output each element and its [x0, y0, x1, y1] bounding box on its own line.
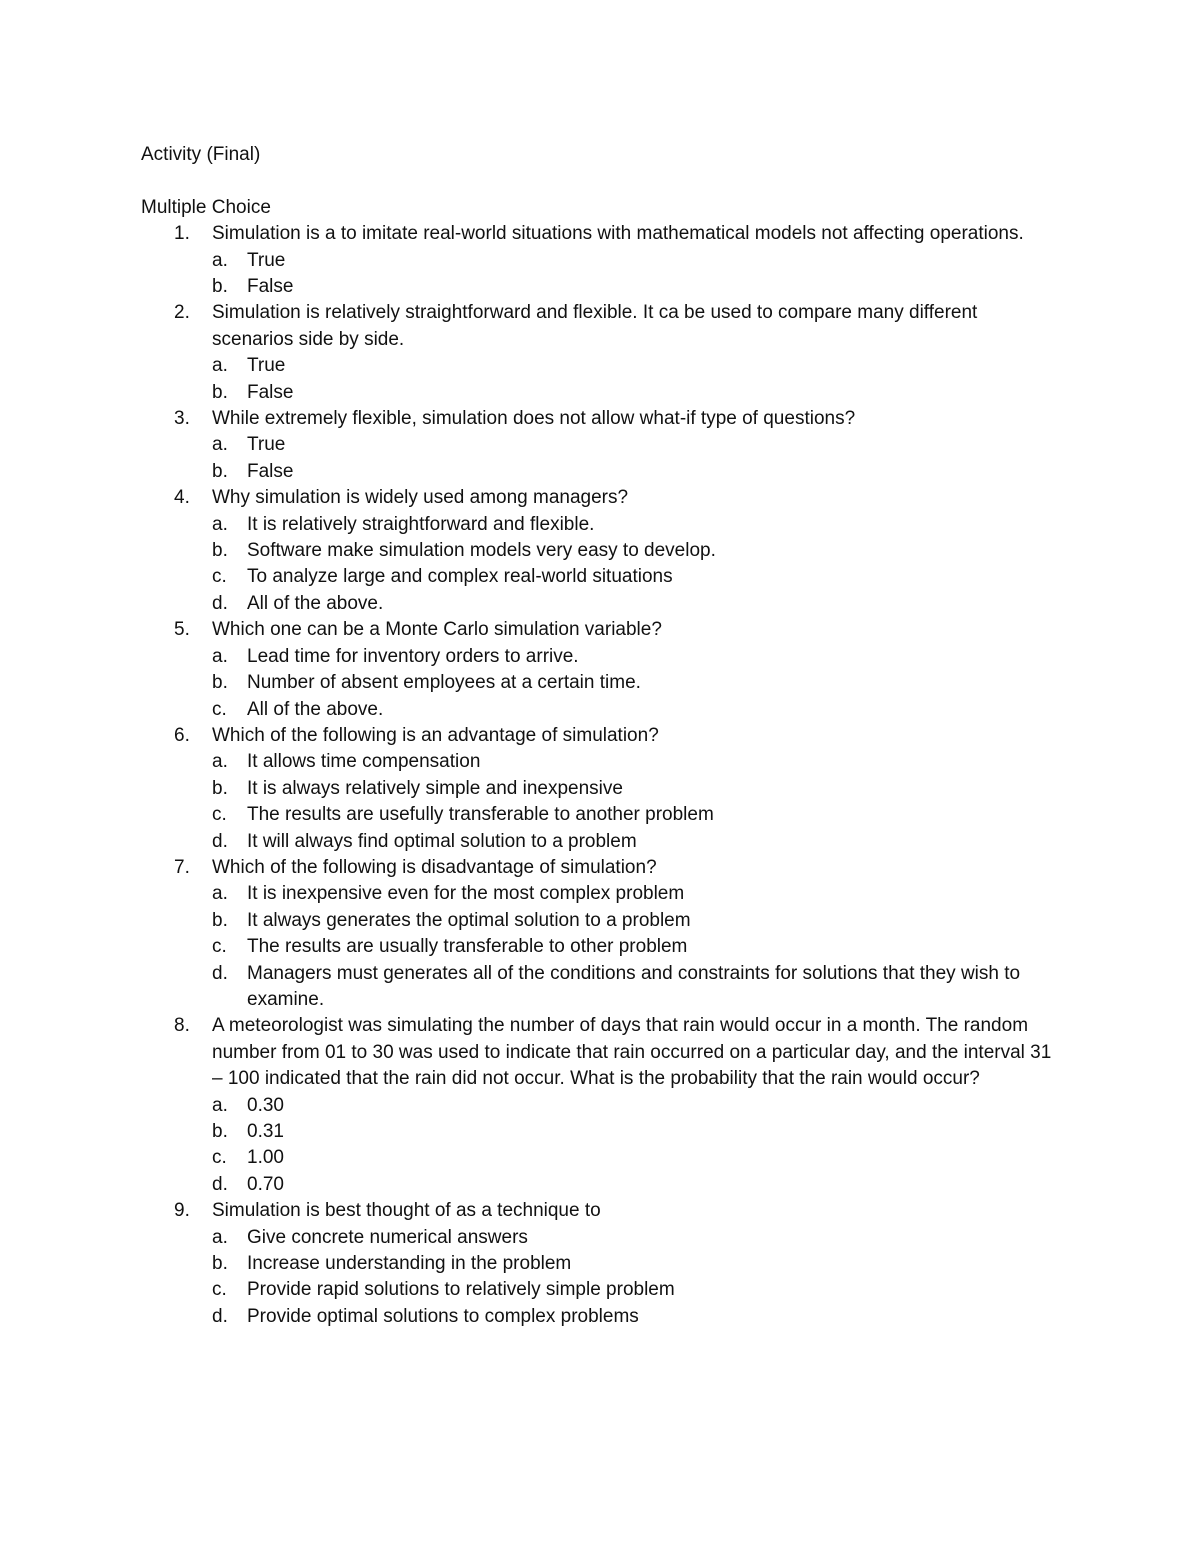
- question-number: 3.: [174, 408, 190, 430]
- option-text: It is relatively straightforward and flexible.: [247, 513, 595, 535]
- option-list: [212, 353, 1061, 406]
- question-item: [141, 617, 1061, 723]
- question-text: Which one can be a Monte Carlo simulation variable?: [212, 619, 662, 641]
- question-text: Simulation is relatively straightforward and flexible. It ca be used to compare many different scenarios side by side.: [212, 302, 978, 350]
- option-text: 0.70: [247, 1173, 284, 1195]
- question-number: 7.: [174, 856, 190, 878]
- question-item: [141, 855, 1061, 1013]
- option-item: [212, 1304, 1061, 1330]
- option-letter: a.: [212, 883, 228, 905]
- blank-line: [141, 168, 1061, 194]
- option-list: [212, 432, 1061, 485]
- option-item: [212, 353, 1061, 379]
- option-item: [212, 670, 1061, 696]
- option-item: [212, 881, 1061, 907]
- option-letter: a.: [212, 1094, 228, 1116]
- question-item: [141, 485, 1061, 617]
- option-text: Give concrete numerical answers: [247, 1226, 528, 1248]
- option-item: [212, 380, 1061, 406]
- option-item: [212, 802, 1061, 828]
- question-number: 1.: [174, 223, 190, 245]
- option-text: It is always relatively simple and inexpensive: [247, 777, 623, 799]
- option-text: 1.00: [247, 1147, 284, 1169]
- option-letter: c.: [212, 804, 227, 826]
- option-list: [212, 749, 1061, 855]
- option-item: [212, 961, 1061, 1014]
- option-letter: c.: [212, 566, 227, 588]
- option-text: The results are usefully transferable to another problem: [247, 804, 714, 826]
- option-list: [212, 512, 1061, 618]
- option-letter: d.: [212, 830, 228, 852]
- option-item: [212, 591, 1061, 617]
- question-number: 2.: [174, 302, 190, 324]
- option-item: [212, 512, 1061, 538]
- option-text: All of the above.: [247, 698, 384, 720]
- question-number: 6.: [174, 724, 190, 746]
- option-text: Provide optimal solutions to complex problems: [247, 1305, 639, 1327]
- question-item: [141, 723, 1061, 855]
- option-letter: b.: [212, 1121, 228, 1142]
- option-item: [212, 1119, 1061, 1145]
- option-letter: c.: [212, 936, 227, 958]
- question-text: A meteorologist was simulating the number of days that rain would occur in a month. The random number from 01 to 30 was used to indicate that rain occurred on a particular day, and the interval 31 – 100 indicated that the rain did not occur. What is the probability that the rain would occur?: [212, 1015, 1052, 1090]
- option-text: Provide rapid solutions to relatively simple problem: [247, 1279, 675, 1301]
- option-item: [212, 776, 1061, 802]
- option-letter: c.: [212, 1147, 227, 1169]
- question-text: Why simulation is widely used among managers?: [212, 487, 629, 509]
- option-item: [212, 564, 1061, 590]
- option-item: [212, 829, 1061, 855]
- option-item: [212, 1093, 1061, 1119]
- option-list: [212, 644, 1061, 723]
- option-text: It will always find optimal solution to a problem: [247, 830, 637, 852]
- option-item: [212, 934, 1061, 960]
- option-text: Managers must generates all of the conditions and constraints for solutions that they wish to examine.: [247, 962, 1021, 1010]
- option-text: All of the above.: [247, 592, 384, 614]
- question-number: 9.: [174, 1200, 190, 1222]
- option-item: [212, 274, 1061, 300]
- option-text: Increase understanding in the problem: [247, 1253, 572, 1275]
- question-item: [141, 300, 1061, 406]
- option-text: True: [247, 355, 286, 377]
- document-body: [141, 142, 1061, 1330]
- question-number: 8.: [174, 1015, 190, 1037]
- option-item: [212, 432, 1061, 458]
- option-letter: c.: [212, 698, 227, 720]
- option-item: [212, 697, 1061, 723]
- option-item: [212, 1172, 1061, 1198]
- question-text: Simulation is a to imitate real-world situations with mathematical models not affecting operations.: [212, 223, 1024, 245]
- option-list: [212, 881, 1061, 1013]
- option-letter: b.: [212, 1253, 228, 1275]
- option-item: [212, 538, 1061, 564]
- question-text: Simulation is best thought of as a technique to: [212, 1200, 601, 1222]
- question-item: [141, 1198, 1061, 1330]
- section-heading: Multiple Choice: [141, 196, 271, 218]
- option-letter: b.: [212, 777, 228, 799]
- option-item: [212, 749, 1061, 775]
- option-text: To analyze large and complex real-world situations: [247, 566, 673, 588]
- option-list: [212, 248, 1061, 301]
- option-text: Lead time for inventory orders to arrive.: [247, 645, 579, 667]
- option-text: True: [247, 434, 286, 456]
- option-text: The results are usually transferable to other problem: [247, 936, 688, 958]
- option-letter: a.: [212, 355, 228, 377]
- question-number: 5.: [174, 619, 190, 641]
- option-letter: c.: [212, 1279, 227, 1301]
- option-letter: b.: [212, 672, 228, 694]
- option-letter: a.: [212, 645, 228, 667]
- question-item: [141, 406, 1061, 485]
- question-number: 4.: [174, 487, 190, 509]
- option-text: It always generates the optimal solution to a problem: [247, 909, 691, 931]
- question-text: Which of the following is an advantage of simulation?: [212, 724, 659, 746]
- question-list: [141, 221, 1061, 1330]
- option-item: [212, 459, 1061, 485]
- option-letter: a.: [212, 751, 228, 773]
- option-letter: a.: [212, 1226, 228, 1248]
- option-letter: a.: [212, 513, 228, 535]
- option-list: [212, 1093, 1061, 1199]
- question-item: [141, 1013, 1061, 1198]
- option-list: [212, 1225, 1061, 1331]
- option-text: False: [247, 381, 294, 403]
- option-text: False: [247, 276, 294, 297]
- option-item: [212, 908, 1061, 934]
- option-text: False: [247, 460, 294, 482]
- option-item: [212, 1145, 1061, 1171]
- option-text: Software make simulation models very easy to develop.: [247, 540, 716, 562]
- option-letter: d.: [212, 592, 228, 614]
- question-item: [141, 221, 1061, 300]
- option-text: True: [247, 249, 286, 271]
- option-letter: d.: [212, 1173, 228, 1195]
- option-item: [212, 248, 1061, 274]
- question-text: Which of the following is disadvantage of simulation?: [212, 856, 657, 878]
- option-letter: b.: [212, 381, 228, 403]
- option-text: 0.30: [247, 1094, 284, 1116]
- option-letter: a.: [212, 434, 228, 456]
- option-letter: d.: [212, 1305, 228, 1327]
- option-letter: b.: [212, 460, 228, 482]
- option-letter: d.: [212, 962, 228, 984]
- question-text: While extremely flexible, simulation does not allow what-if type of questions?: [212, 408, 856, 430]
- option-text: It allows time compensation: [247, 751, 481, 773]
- option-item: [212, 1277, 1061, 1303]
- option-letter: b.: [212, 909, 228, 931]
- option-text: Number of absent employees at a certain time.: [247, 672, 641, 694]
- option-item: [212, 1225, 1061, 1251]
- option-item: [212, 1251, 1061, 1277]
- option-letter: a.: [212, 249, 228, 271]
- option-text: 0.31: [247, 1121, 284, 1142]
- document-title: Activity (Final): [141, 144, 261, 165]
- option-letter: b.: [212, 276, 228, 297]
- option-letter: b.: [212, 540, 228, 562]
- option-text: It is inexpensive even for the most complex problem: [247, 883, 685, 905]
- option-item: [212, 644, 1061, 670]
